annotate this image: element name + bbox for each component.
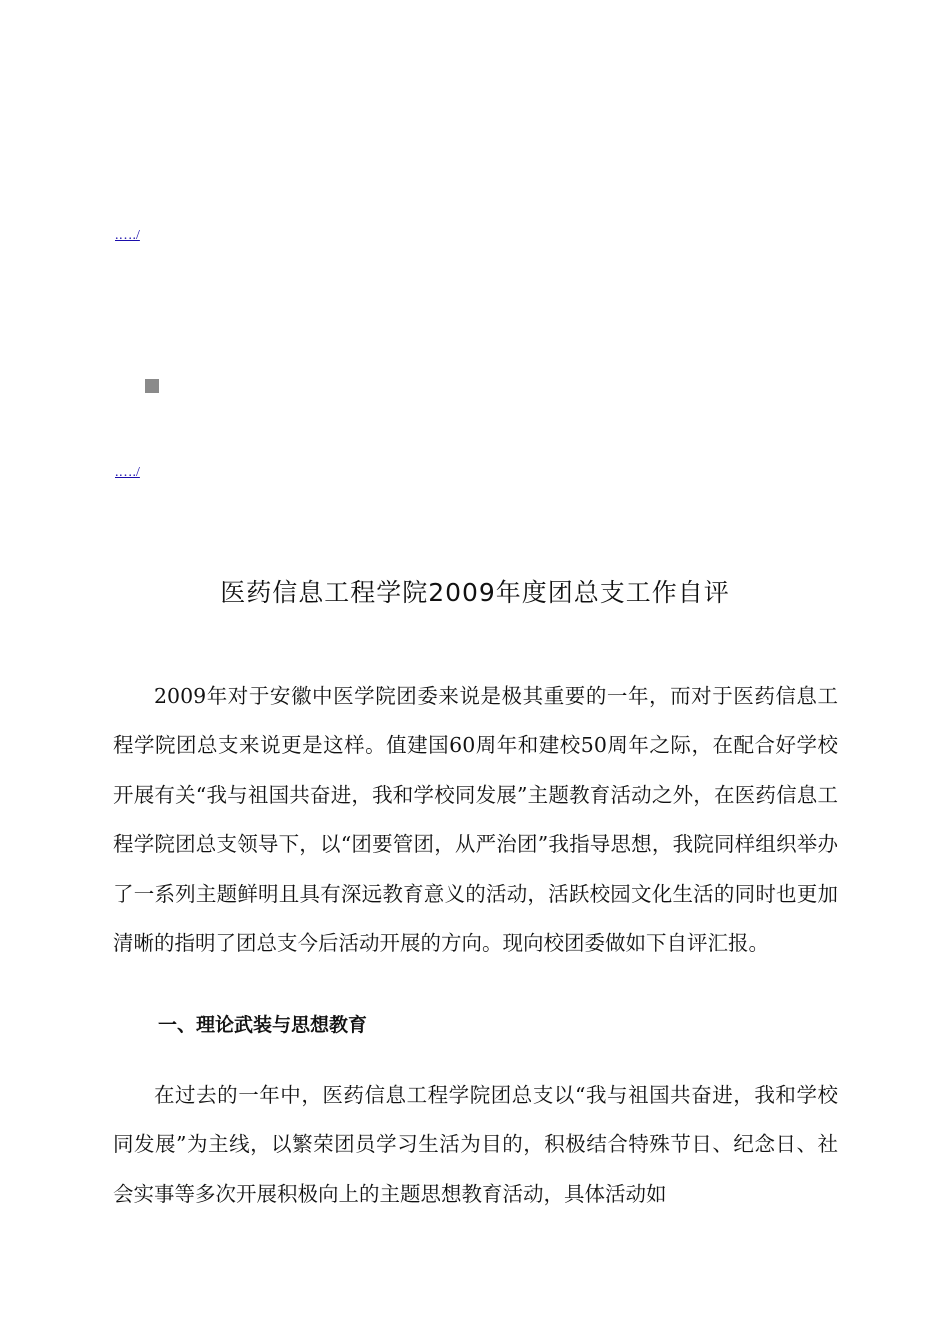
section-heading-theory: 一、理论武装与思想教育: [158, 1014, 368, 1036]
gray-square-icon: [145, 379, 159, 393]
ellipsis-link-middle[interactable]: .…./: [115, 465, 140, 480]
document-title: 医药信息工程学院2009年度团总支工作自评: [220, 577, 730, 607]
intro-paragraph: 2009年对于安徽中医学院团委来说是极其重要的一年，而对于医药信息工程学院团总支来说更是这样。值建国60周年和建校50周年之际，在配合好学校开展有关“我与祖国共奋进，我和学校同发展”主题教育活动之外，在医药信息工程学院团总支领导下，以“团要管团，从严治团”我指导思想，我院同样组织举办了一系列主题鲜明且具有深远教育意义的活动，活跃校园文化生活的同时也更加清晰的指明了团总支今后活动开展的方向。现向校团委做如下自评汇报。: [113, 683, 838, 955]
section1-paragraph: 在过去的一年中，医药信息工程学院团总支以“我与祖国共奋进，我和学校同发展”为主线，以繁荣团员学习生活为目的，积极结合特殊节日、纪念日、社会实事等多次开展积极向上的主题思想教育活动，具体活动如: [113, 1082, 838, 1206]
ellipsis-link-top[interactable]: .…./: [115, 228, 140, 243]
